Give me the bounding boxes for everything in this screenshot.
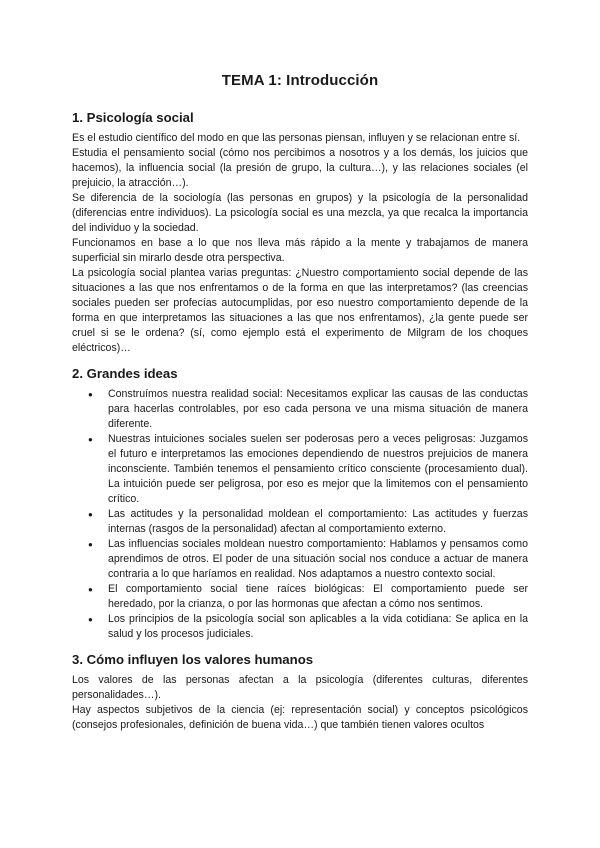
paragraph: La psicología social plantea varias preguntas: ¿Nuestro comportamiento social depende de las situaciones a las que nos enfrentamos o de la forma en que las interpretamos? (las creencias sociales pueden ser profecías autocumplidas, por eso nuestro comportamiento depende de la forma en que interpretamos las situaciones a las que nos enfrentamos), ¿la gente puede ser cruel si se le ordena? (sí, como ejemplo está el experimento de Milgram de los choques eléctricos)… bbox=[72, 267, 528, 354]
section-grandes-ideas bbox=[72, 366, 528, 642]
section-psicologia-social bbox=[72, 110, 528, 356]
paragraph: Se diferencia de la sociología (las personas en grupos) y la psicología de la personalidad (diferencias entre individuos). La psicología social es una mezcla, ya que recalca la importancia del individuo y la sociedad. bbox=[72, 192, 528, 234]
paragraph: Los valores de las personas afectan a la psicología (diferentes culturas, diferentes personalidades…). bbox=[72, 674, 528, 701]
paragraph: Funcionamos en base a lo que nos lleva más rápido a la mente y trabajamos de manera superficial sin mirarlo desde otra perspectiva. bbox=[72, 237, 528, 264]
section-valores-humanos bbox=[72, 652, 528, 733]
section-heading: 3. Cómo influyen los valores humanos bbox=[72, 652, 314, 667]
section-heading: 2. Grandes ideas bbox=[72, 366, 178, 381]
paragraph: Estudia el pensamiento social (cómo nos percibimos a nosotros y a los demás, los juicios que hacemos), la influencia social (la presión de grupo, la cultura…), y las relaciones sociales (el prejuicio, la atracción…). bbox=[72, 147, 528, 189]
list-item: ● Nuestras intuiciones sociales suelen ser poderosas pero a veces peligrosas: Juzgamos el futuro e interpretamos las emociones dependiendo de nuestros prejuicios de manera inconsciente. También tenemos el pensamiento crítico consciente (procesamiento dual). La intuición puede ser peligrosa, por eso es mejor que la limitemos con el pensamiento crítico. bbox=[72, 432, 528, 507]
section-heading: 1. Psicología social bbox=[72, 110, 194, 125]
list-item: ● Los principios de la psicología social son aplicables a la vida cotidiana: Se aplica en la salud y los procesos judiciales. bbox=[72, 612, 528, 642]
list-item: ● El comportamiento social tiene raíces biológicas: El comportamiento puede ser heredado, por la crianza, o por las hormonas que afectan a cómo nos sentimos. bbox=[72, 582, 528, 612]
list-item: ● Las actitudes y la personalidad moldean el comportamiento: Las actitudes y fuerzas internas (rasgos de la personalidad) afectan al comportamiento externo. bbox=[72, 507, 528, 537]
list-item: ● Las influencias sociales moldean nuestro comportamiento: Hablamos y pensamos como aprendimos de otros. El poder de una situación social nos conduce a actuar de manera contraria a lo que haríamos en realidad. Nos adaptamos a nuestro contexto social. bbox=[72, 537, 528, 582]
paragraph: Hay aspectos subjetivos de la ciencia (ej: representación social) y conceptos psicológicos (consejos profesionales, definición de buena vida…) que también tienen valores ocultos bbox=[72, 704, 528, 731]
bullet-list bbox=[72, 387, 528, 642]
document-body bbox=[72, 110, 528, 743]
paragraph: Es el estudio científico del modo en que las personas piensan, influyen y se relacionan entre sí. bbox=[72, 132, 521, 144]
page-title: TEMA 1: Introducción bbox=[221, 72, 379, 89]
list-item: ● Construímos nuestra realidad social: Necesitamos explicar las causas de las conductas para hacerlas controlables, por eso cada persona ve una misma situación de manera diferente. bbox=[72, 387, 528, 432]
